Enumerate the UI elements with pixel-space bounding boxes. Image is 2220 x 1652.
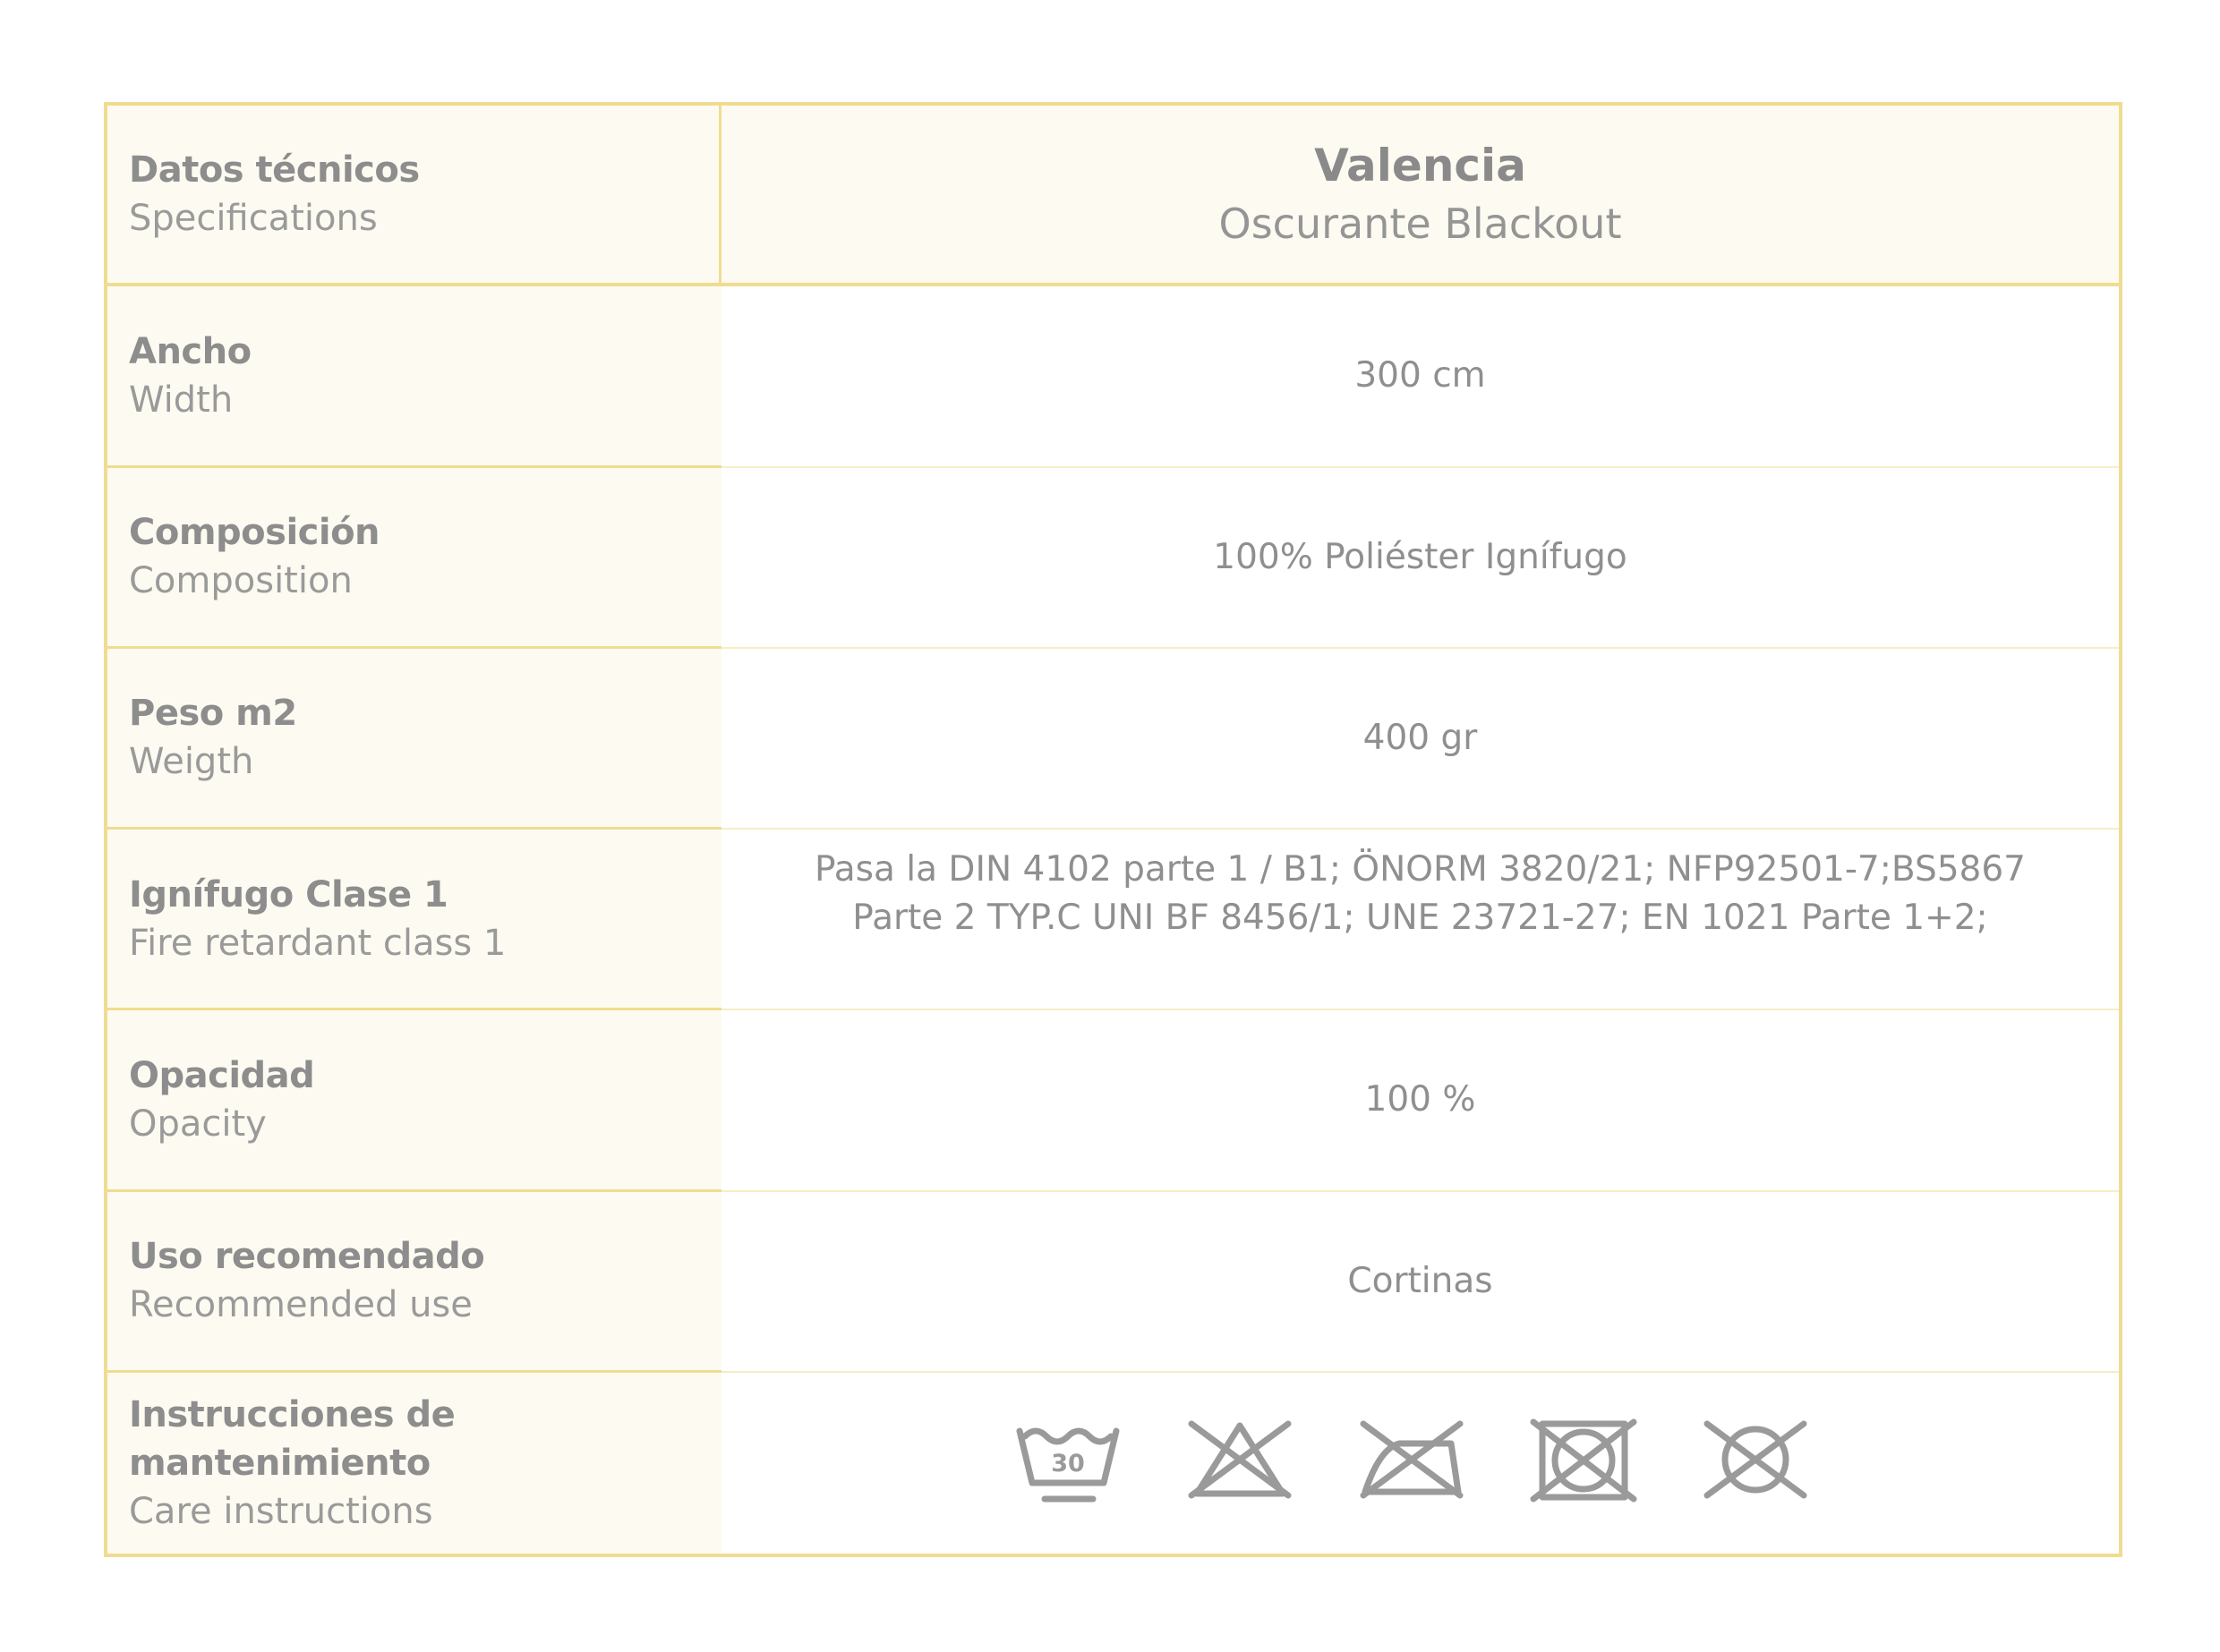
row-label-fire-retardant: [107, 830, 722, 1010]
wash-30-icon: [1014, 1418, 1122, 1508]
do-not-tumble-dry-icon: [1530, 1418, 1637, 1508]
row-value-text: 300 cm: [1354, 355, 1486, 396]
row-label-es: Peso m2: [129, 693, 297, 735]
row-value-weight: [722, 649, 2119, 830]
row-label-opacity: [107, 1010, 722, 1191]
row-value-line-1: Pasa la DIN 4102 parte 1 / B1; ÖNORM 3820/21; NFP92501-7;BS5867: [815, 849, 2026, 890]
row-value-composition: [722, 468, 2119, 649]
row-label-en: Width: [129, 379, 234, 421]
header-value-cell: [722, 106, 2119, 286]
row-value-text: 100 %: [1364, 1079, 1476, 1120]
row-label-es: Composición: [129, 512, 380, 554]
product-type: Oscurante Blackout: [1218, 200, 1622, 249]
row-label-es: Ignífugo Clase 1: [129, 873, 448, 915]
do-not-bleach-icon: [1186, 1418, 1294, 1508]
row-value-width: [722, 286, 2119, 467]
care-icons: [1014, 1418, 1809, 1508]
row-label-en: Composition: [129, 560, 353, 602]
row-value-opacity: [722, 1010, 2119, 1191]
row-label-composition: [107, 468, 722, 649]
row-label-recommended-use: [107, 1192, 722, 1373]
row-value-line-2: Parte 2 TYP.C UNI BF 8456/1; UNE 23721-27; EN 1021 Parte 1+2;: [852, 898, 1988, 938]
header-label-cell: [107, 106, 722, 286]
specifications-table: [104, 102, 2122, 1557]
row-value-fire-retardant: [722, 830, 2119, 1010]
header-label-en: Specifications: [129, 198, 378, 240]
row-label-es: Uso recomendado: [129, 1236, 485, 1278]
do-not-dry-clean-icon: [1702, 1418, 1809, 1508]
row-label-en: Weigth: [129, 741, 254, 783]
product-name: Valencia: [1314, 140, 1526, 192]
row-label-es: Opacidad: [129, 1054, 315, 1096]
row-label-en: Care instructions: [129, 1490, 433, 1532]
row-label-en: Recommended use: [129, 1284, 473, 1326]
row-label-en: Fire retardant class 1: [129, 922, 507, 964]
row-label-es: Ancho: [129, 330, 252, 372]
row-label-en: Opacity: [129, 1103, 267, 1145]
row-label-es: Instrucciones de mantenimiento: [129, 1393, 456, 1484]
header-label-es: Datos técnicos: [129, 149, 420, 192]
row-value-recommended-use: [722, 1192, 2119, 1373]
row-value-text: 400 gr: [1362, 717, 1478, 758]
row-label-care: [107, 1373, 722, 1554]
row-value-text: 100% Poliéster Ignífugo: [1213, 536, 1627, 577]
row-value-care: [722, 1373, 2119, 1554]
row-value-text: Cortinas: [1347, 1260, 1493, 1301]
wash-temp-label: 30: [1050, 1449, 1085, 1477]
row-label-width: [107, 286, 722, 467]
do-not-iron-icon: [1358, 1418, 1465, 1508]
row-label-weight: [107, 649, 722, 830]
